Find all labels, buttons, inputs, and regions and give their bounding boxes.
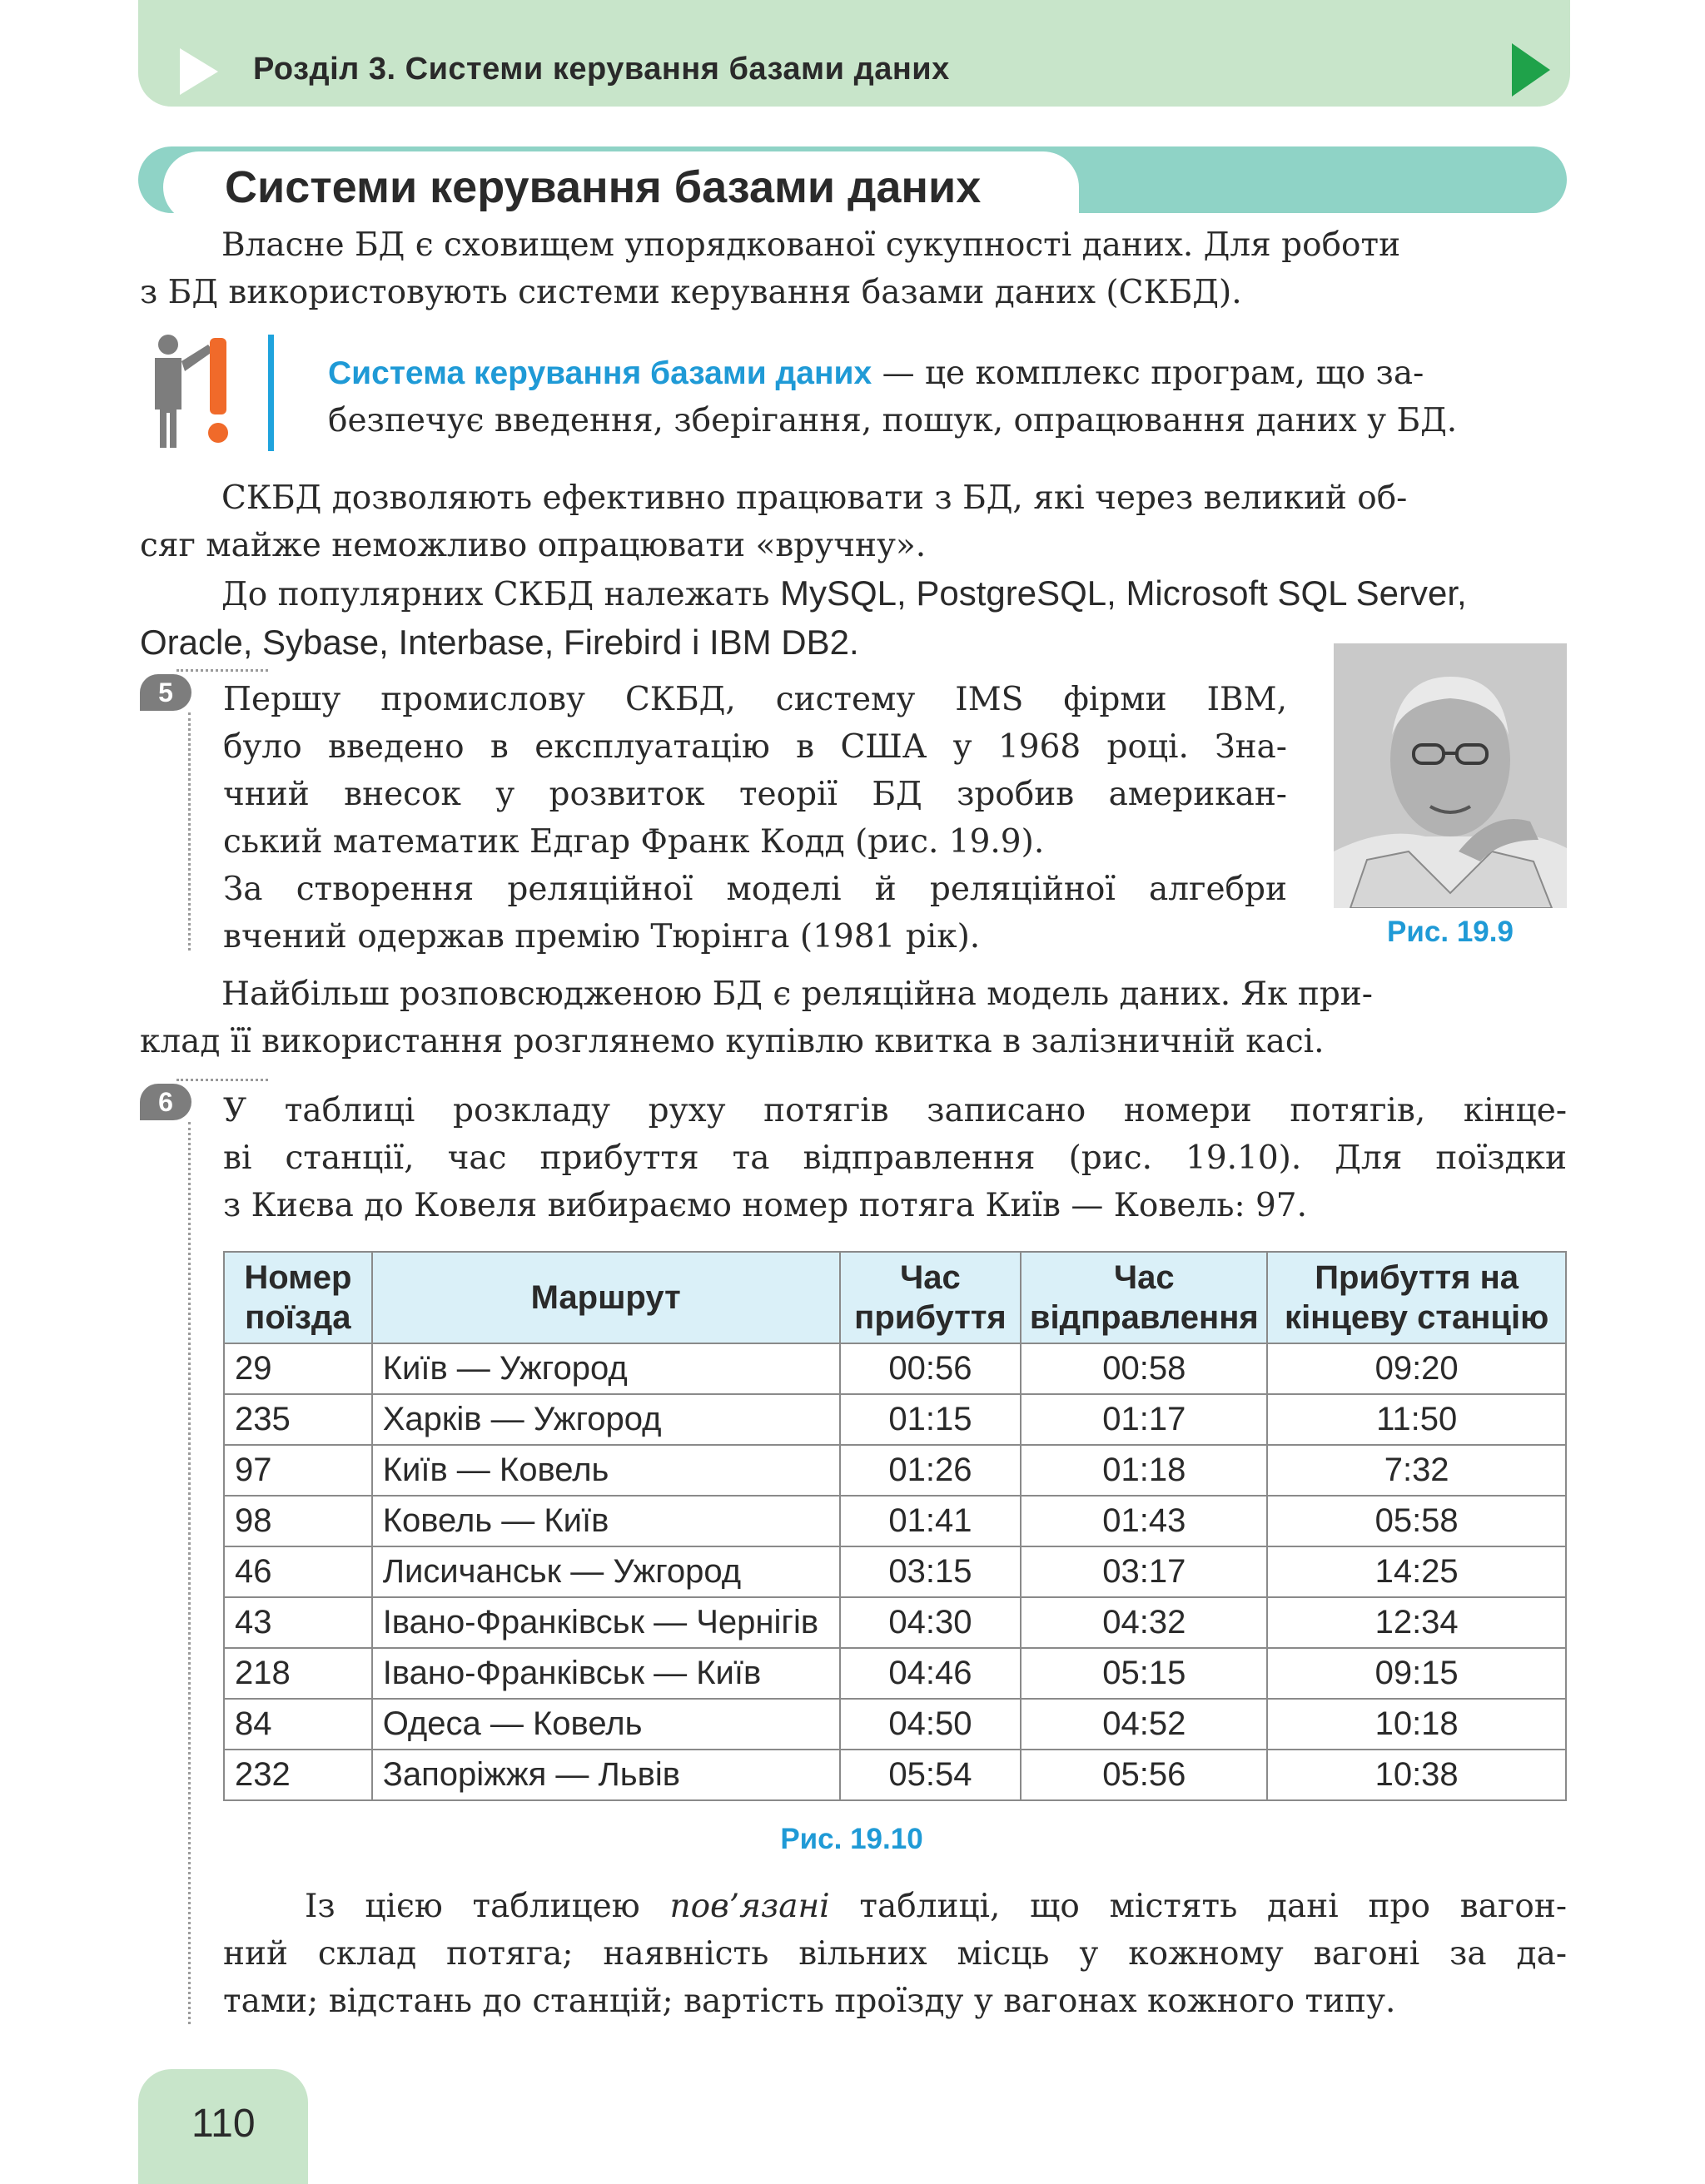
note-6-line-3: з Києва до Ковеля вибираємо номер потяга Київ — Ковель: 97. bbox=[223, 1187, 1308, 1224]
cell-departure: 05:56 bbox=[1021, 1750, 1267, 1800]
efficiency-line-2: сяг майже неможливо опрацювати «вручну». bbox=[140, 527, 927, 564]
cell-final-arrival: 14:25 bbox=[1267, 1546, 1566, 1597]
definition-bar bbox=[268, 335, 274, 451]
cell-departure: 00:58 bbox=[1021, 1343, 1267, 1394]
cell-final-arrival: 05:58 bbox=[1267, 1496, 1566, 1546]
next-arrow-icon bbox=[1512, 43, 1550, 97]
attention-figure-icon bbox=[143, 333, 243, 449]
note-6-line-1: У таблиці розкладу руху потягів записано номери потягів, кінце- bbox=[223, 1092, 1567, 1129]
column-header-final-arrival bbox=[1267, 1252, 1566, 1343]
relational-line-1: Найбільш розповсюдженою БД є реляційна модель даних. Як при- bbox=[221, 975, 1373, 1013]
chapter-header bbox=[138, 0, 1570, 107]
chapter-title: Розділ 3. Системи керування базами даних bbox=[253, 52, 950, 87]
linked-emphasis: пов’язані bbox=[669, 1888, 830, 1925]
portrait-illustration bbox=[1334, 643, 1567, 908]
note-5-line: Першу промислову СКБД, систему IMS фірми IBM, bbox=[223, 681, 1287, 718]
photo-caption: Рис. 19.9 bbox=[1387, 916, 1514, 948]
table-row bbox=[224, 1699, 1566, 1750]
popular-line-1 bbox=[140, 569, 1567, 618]
cell-arrival: 04:50 bbox=[840, 1699, 1022, 1750]
efficiency-line-1: СКБД дозволяють ефективно працювати з БД, які через великий об- bbox=[221, 479, 1408, 517]
page-number: 110 bbox=[191, 2102, 256, 2146]
cell-departure: 01:18 bbox=[1021, 1445, 1267, 1496]
cell-train-number: 46 bbox=[224, 1546, 372, 1597]
cell-route: Київ — Ужгород bbox=[372, 1343, 840, 1394]
cell-final-arrival: 11:50 bbox=[1267, 1394, 1566, 1445]
header-text: поїзда bbox=[245, 1299, 351, 1336]
header-text: Прибуття на bbox=[1315, 1259, 1519, 1296]
note-5-line: було введено в експлуатацію в США у 1968 році. Зна- bbox=[223, 728, 1287, 766]
linked-line-3: тами; відстань до станцій; вартість проїзду у вагонах кожного типу. bbox=[223, 1983, 1396, 2020]
table-row bbox=[224, 1750, 1566, 1800]
popular-line-2: Oracle, Sybase, Interbase, Firebird і IBM DB2. bbox=[140, 623, 859, 662]
cell-final-arrival: 7:32 bbox=[1267, 1445, 1566, 1496]
relational-paragraph bbox=[140, 970, 1567, 1065]
cell-final-arrival: 10:38 bbox=[1267, 1750, 1566, 1800]
train-schedule-table bbox=[223, 1251, 1567, 1801]
note-6-divider bbox=[176, 1079, 268, 1081]
cell-departure: 05:15 bbox=[1021, 1648, 1267, 1699]
cell-route: Івано-Франківськ — Чернігів bbox=[372, 1597, 840, 1648]
header-text: Час bbox=[900, 1259, 961, 1296]
cell-final-arrival: 09:15 bbox=[1267, 1648, 1566, 1699]
definition-line-1-rest: — це комплекс програм, що за- bbox=[872, 355, 1424, 392]
note-6-line-2: ві станції, час прибуття та відправлення (рис. 19.10). Для поїздки bbox=[223, 1139, 1567, 1177]
note-5-rule bbox=[188, 712, 191, 951]
note-6-text bbox=[223, 1087, 1567, 1229]
cell-train-number: 43 bbox=[224, 1597, 372, 1648]
note-5-line: вчений одержав премію Тюрінга (1981 рік). bbox=[223, 918, 981, 956]
note-5-line: За створення реляційної моделі й реляційної алгебри bbox=[223, 871, 1287, 908]
note-5-divider bbox=[176, 669, 268, 672]
note-5-line: ський математик Едгар Франк Кодд (рис. 19.9). bbox=[223, 823, 1045, 861]
relational-line-2: клад її використання розглянемо купівлю квитка в залізничній касі. bbox=[140, 1023, 1325, 1060]
linked-line-1-a: Із цією таблицею bbox=[305, 1888, 670, 1925]
cell-arrival: 01:26 bbox=[840, 1445, 1022, 1496]
table-header-row bbox=[224, 1252, 1566, 1343]
cell-final-arrival: 09:20 bbox=[1267, 1343, 1566, 1394]
header-text: прибуття bbox=[854, 1299, 1007, 1336]
table-row bbox=[224, 1445, 1566, 1496]
cell-route: Харків — Ужгород bbox=[372, 1394, 840, 1445]
efficiency-paragraph bbox=[140, 474, 1567, 569]
play-arrow-icon bbox=[180, 48, 218, 95]
popular-line-1-a: До популярних СКБД належать bbox=[221, 576, 780, 613]
table-row bbox=[224, 1394, 1566, 1445]
table-row bbox=[224, 1343, 1566, 1394]
definition-block bbox=[328, 350, 1568, 444]
header-text: Номер bbox=[244, 1259, 352, 1296]
cell-arrival: 04:46 bbox=[840, 1648, 1022, 1699]
definition-line-1 bbox=[328, 350, 1568, 397]
definition-line-2: безпечує введення, зберігання, пошук, опрацювання даних у БД. bbox=[328, 402, 1458, 439]
intro-paragraph bbox=[140, 221, 1567, 316]
column-header-route: Маршрут bbox=[372, 1252, 840, 1343]
cell-route: Ковель — Київ bbox=[372, 1496, 840, 1546]
column-header-departure bbox=[1021, 1252, 1267, 1343]
cell-departure: 03:17 bbox=[1021, 1546, 1267, 1597]
cell-arrival: 01:15 bbox=[840, 1394, 1022, 1445]
linked-tables-paragraph bbox=[223, 1883, 1567, 2025]
cell-arrival: 04:30 bbox=[840, 1597, 1022, 1648]
table-row bbox=[224, 1648, 1566, 1699]
column-header-arrival bbox=[840, 1252, 1022, 1343]
cell-departure: 04:52 bbox=[1021, 1699, 1267, 1750]
intro-line-2: з БД використовують системи керування базами даних (СКБД). bbox=[140, 274, 1242, 311]
note-5-line: чний внесок у розвиток теорії БД зробив американ- bbox=[223, 776, 1287, 813]
header-text: відправлення bbox=[1029, 1299, 1259, 1336]
cell-final-arrival: 12:34 bbox=[1267, 1597, 1566, 1648]
table-row bbox=[224, 1546, 1566, 1597]
cell-train-number: 218 bbox=[224, 1648, 372, 1699]
cell-train-number: 84 bbox=[224, 1699, 372, 1750]
note-5-text bbox=[223, 676, 1287, 960]
cell-departure: 01:43 bbox=[1021, 1496, 1267, 1546]
intro-line-1: Власне БД є сховищем упорядкованої сукупності даних. Для роботи bbox=[221, 226, 1401, 264]
cell-route: Лисичанськ — Ужгород bbox=[372, 1546, 840, 1597]
table-caption: Рис. 19.10 bbox=[780, 1823, 923, 1855]
cell-route: Івано-Франківськ — Київ bbox=[372, 1648, 840, 1699]
cell-train-number: 98 bbox=[224, 1496, 372, 1546]
cell-train-number: 232 bbox=[224, 1750, 372, 1800]
definition-term: Система керування базами даних bbox=[328, 355, 872, 391]
cell-train-number: 97 bbox=[224, 1445, 372, 1496]
linked-line-1-b: таблиці, що містять дані про вагон- bbox=[829, 1888, 1567, 1925]
cell-route: Київ — Ковель bbox=[372, 1445, 840, 1496]
linked-line-2: ний склад потяга; наявність вільних місць у кожному вагоні за да- bbox=[223, 1935, 1567, 1973]
cell-route: Одеса — Ковель bbox=[372, 1699, 840, 1750]
cell-route: Запоріжжя — Львів bbox=[372, 1750, 840, 1800]
cell-train-number: 235 bbox=[224, 1394, 372, 1445]
section-title: Системи керування базами даних bbox=[225, 162, 982, 212]
linked-line-1 bbox=[223, 1883, 1567, 1930]
popular-line-1-b: MySQL, PostgreSQL, Microsoft SQL Server, bbox=[779, 573, 1467, 613]
note-6-marker: 6 bbox=[140, 1084, 191, 1120]
header-text: Час bbox=[1114, 1259, 1175, 1296]
table-row bbox=[224, 1496, 1566, 1546]
column-header-number bbox=[224, 1252, 372, 1343]
note-5-marker: 5 bbox=[140, 674, 191, 711]
note-6-rule bbox=[188, 1122, 191, 2024]
cell-arrival: 00:56 bbox=[840, 1343, 1022, 1394]
cell-train-number: 29 bbox=[224, 1343, 372, 1394]
cell-arrival: 05:54 bbox=[840, 1750, 1022, 1800]
cell-final-arrival: 10:18 bbox=[1267, 1699, 1566, 1750]
cell-departure: 04:32 bbox=[1021, 1597, 1267, 1648]
cell-departure: 01:17 bbox=[1021, 1394, 1267, 1445]
cell-arrival: 03:15 bbox=[840, 1546, 1022, 1597]
table-row bbox=[224, 1597, 1566, 1648]
cell-arrival: 01:41 bbox=[840, 1496, 1022, 1546]
header-text: кінцеву станцію bbox=[1285, 1299, 1549, 1336]
codd-photo bbox=[1334, 643, 1567, 908]
